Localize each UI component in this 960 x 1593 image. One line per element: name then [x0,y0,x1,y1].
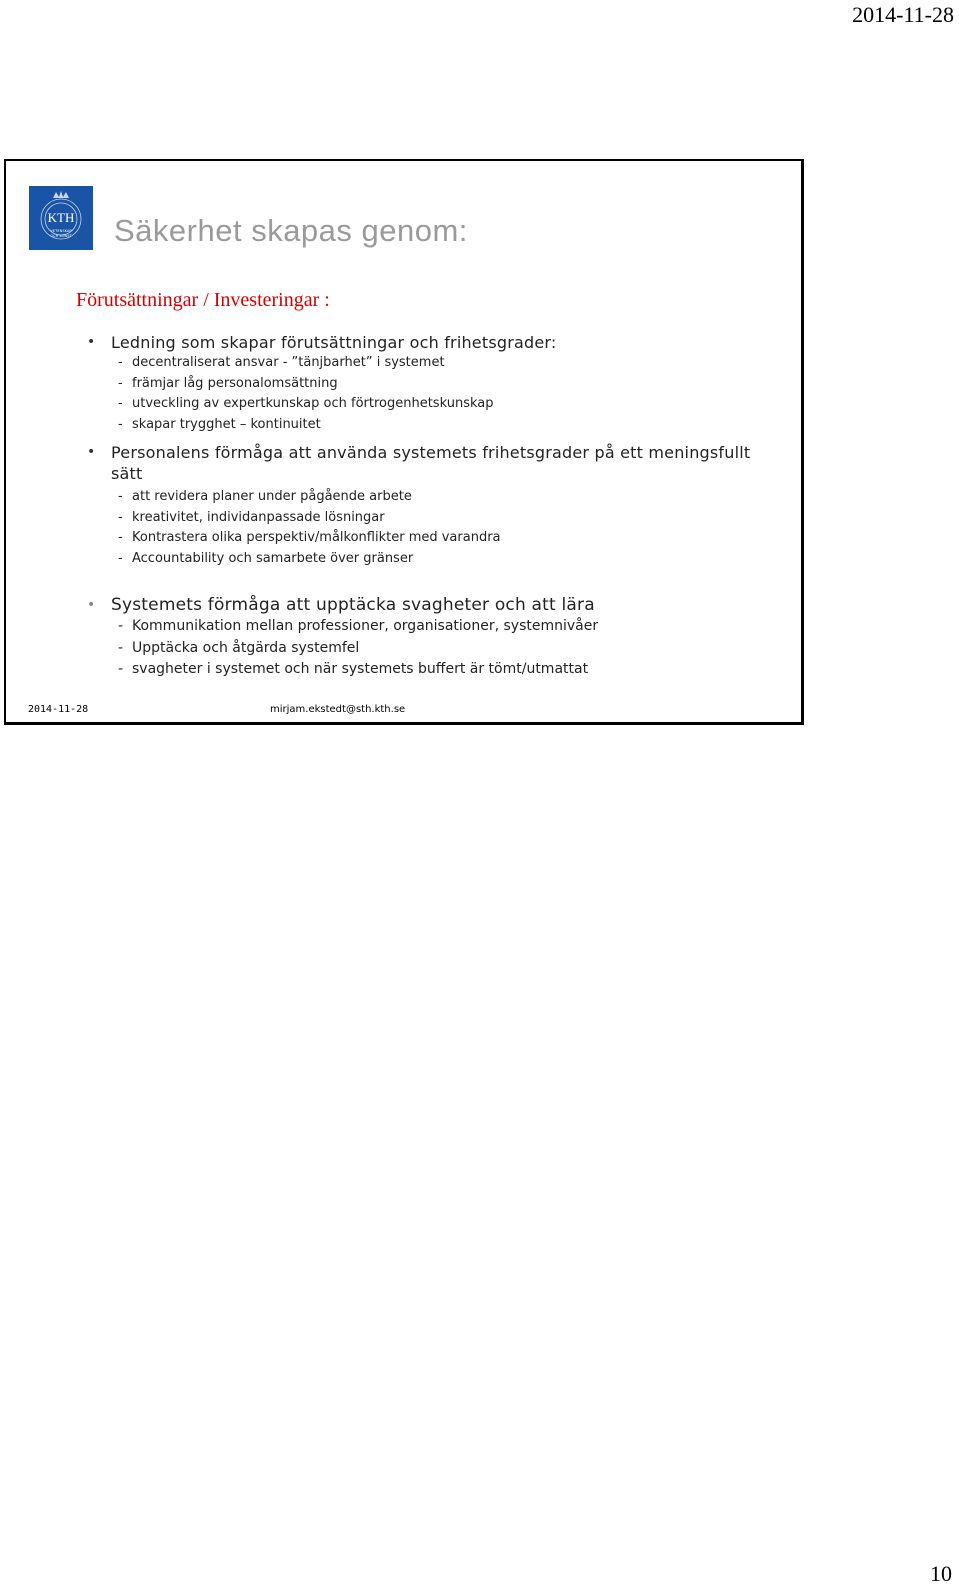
slide-content [6,332,796,681]
section-2 [6,442,796,569]
list-item: - utveckling av expertkunskap och förtrogenhetskunskap [118,396,494,411]
page-date: 2014-11-28 [852,2,954,27]
bullet-2-text: Personalens förmåga att använda systemets frihetsgrader på ett meningsfullt sätt [111,443,751,483]
page-number: 10 [930,1561,952,1586]
slide-subheading: Förutsättningar / Investeringar : [76,289,330,311]
logo-subtext-1: VETENSKAP [50,229,72,233]
list-item: - Upptäcka och åtgärda systemfel [118,639,360,656]
bullet-1-text: Ledning som skapar förutsättningar och frihetsgrader: [111,333,557,352]
bullet-icon: • [87,597,96,613]
slide-footer-email: mirjam.ekstedt@sth.kth.se [270,704,406,715]
logo-text: KTH [47,210,75,225]
section-3 [6,595,796,681]
slide-footer-date: 2014-11-28 [28,704,89,715]
list-item: - Kontrastera olika perspektiv/målkonflikter med varandra [118,530,501,545]
list-item: - svagheter i systemet och när systemets buffert är tömt/utmattat [118,661,589,677]
bullet-3 [87,595,751,616]
bullet-icon: • [87,444,96,460]
bullet-3-text: Systemets förmåga att upptäcka svagheter och att lära [111,595,595,615]
list-item: - decentraliserat ansvar - ”tänjbarhet” i systemet [118,355,445,370]
bullet-2 [87,442,751,484]
list-item: - att revidera planer under pågående arbete [118,489,412,504]
slide-title: Säkerhet skapas genom: [114,213,468,248]
logo-subtext-2: OCH KONST [50,234,72,238]
section-1 [6,332,796,435]
list-item: - Accountability och samarbete över gränser [118,550,414,566]
list-item: - främjar låg personalomsättning [118,375,338,391]
list-item: - kreativitet, individanpassade lösningar [118,509,385,525]
kth-logo-icon [29,186,93,250]
bullet-icon: • [87,334,96,350]
list-item: - skapar trygghet – kontinuitet [118,416,321,432]
slide [4,159,804,725]
list-item: - Kommunikation mellan professioner, organisationer, systemnivåer [118,618,599,634]
bullet-1 [87,332,751,353]
